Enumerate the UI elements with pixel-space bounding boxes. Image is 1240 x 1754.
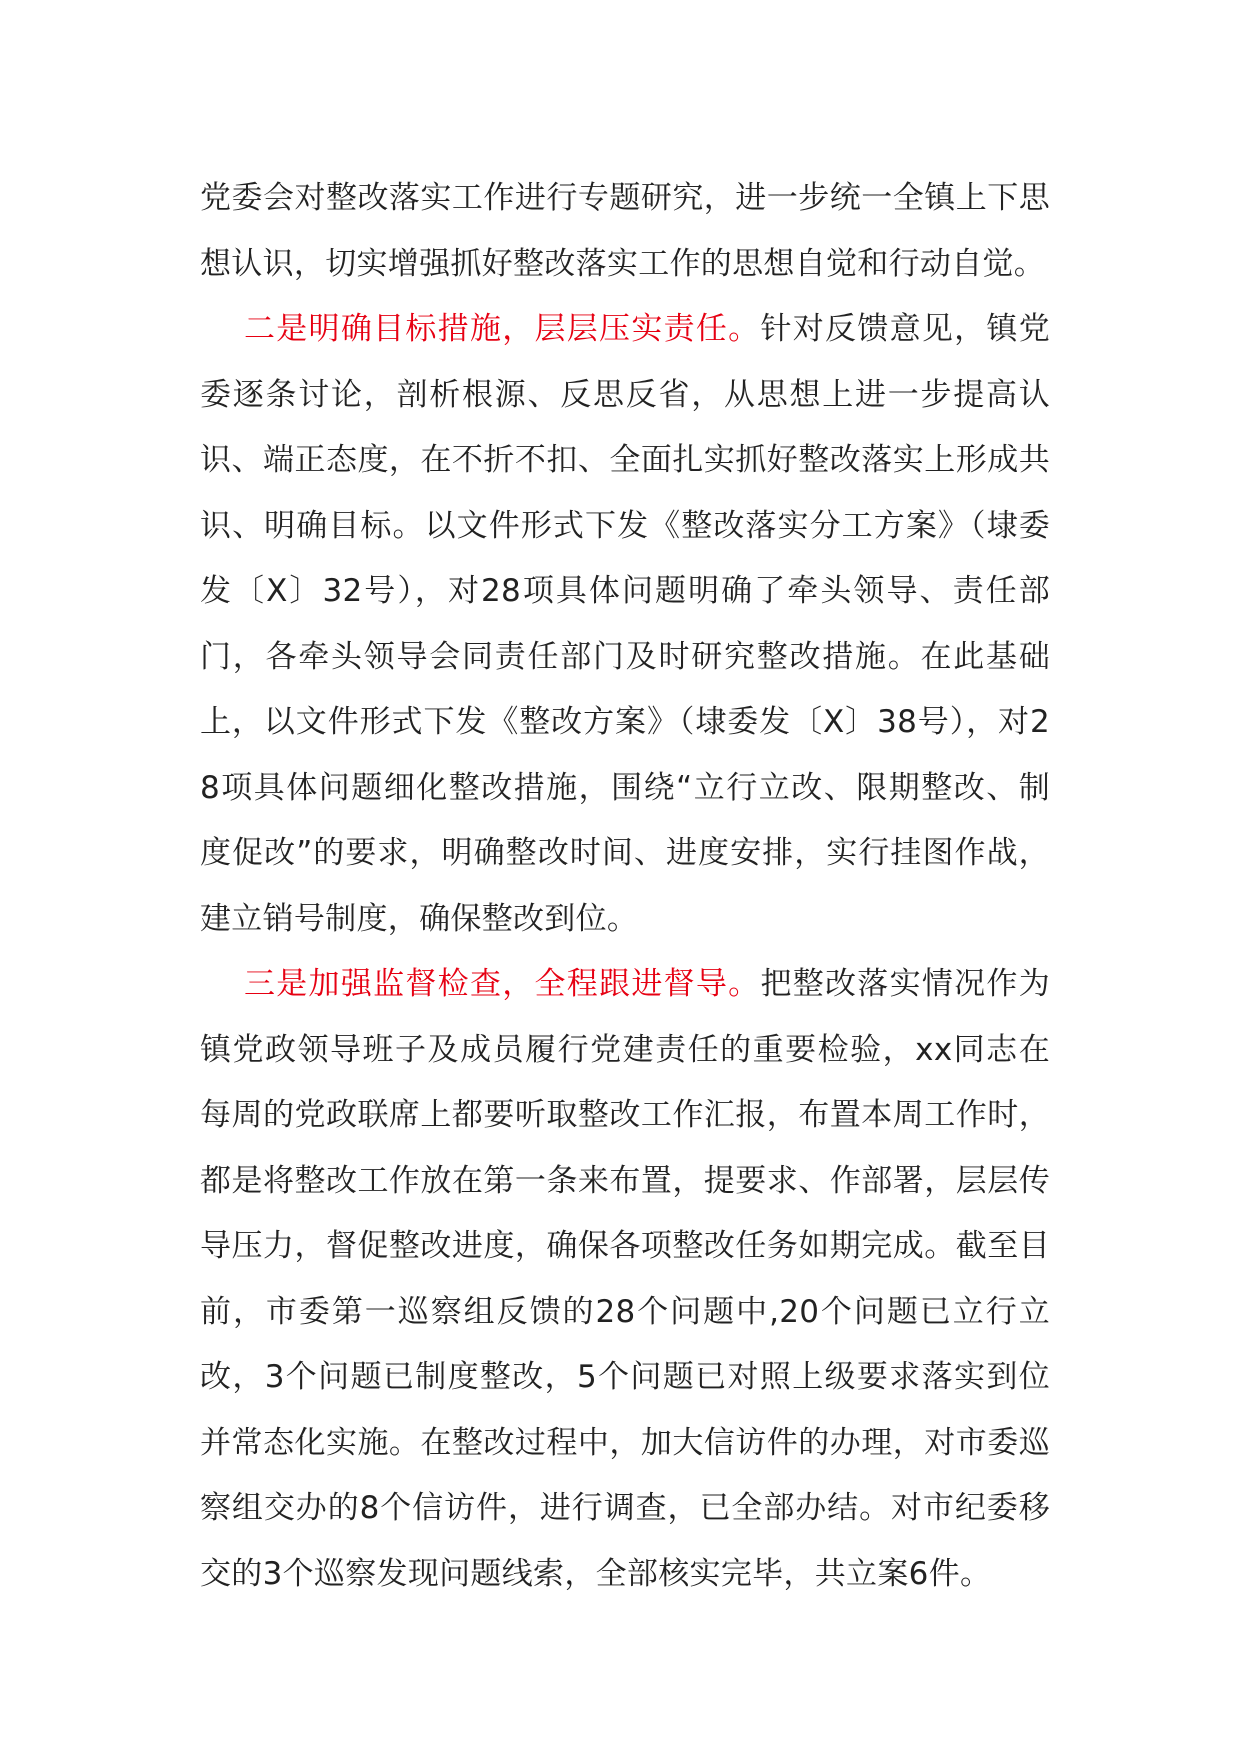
document-body bbox=[200, 166, 1050, 1607]
paragraph-2-lead: 二是明确目标措施，层层压实责任。 bbox=[244, 311, 761, 347]
paragraph-1 bbox=[200, 166, 1050, 297]
paragraph-3 bbox=[200, 952, 1050, 1607]
paragraph-3-lead: 三是加强监督检查，全程跟进督导。 bbox=[244, 966, 761, 1002]
paragraph-3-text: 把整改落实情况作为镇党政领导班子及成员履行党建责任的重要检验，xx同志在每周的党政联席上都要听取整改工作汇报，布置本周工作时，都是将整改工作放在第一条来布置，提要求、作部署，层层传导压力，督促整改进度，确保各项整改任务如期完成。截至目前，市委第一巡察组反馈的28个问题中,20个问题已立行立改，3个问题已制度整改，5个问题已对照上级要求落实到位并常态化实施。在整改过程中，加大信访件的办理，对市委巡察组交办的8个信访件，进行调查，已全部办结。对市纪委移交的3个巡察发现问题线索，全部核实完毕，共立案6件。 bbox=[200, 966, 1050, 1592]
paragraph-2-text: 针对反馈意见，镇党委逐条讨论，剖析根源、反思反省，从思想上进一步提高认识、端正态度，在不折不扣、全面扎实抓好整改落实上形成共识、明确目标。以文件形式下发《整改落实分工方案》（埭委发〔X〕32号），对28项具体问题明确了牵头领导、责任部门，各牵头领导会同责任部门及时研究整改措施。在此基础上，以文件形式下发《整改方案》（埭委发〔X〕38号），对28项具体问题细化整改措施，围绕“立行立改、限期整改、制度促改”的要求，明确整改时间、进度安排，实行挂图作战，建立销号制度，确保整改到位。 bbox=[200, 311, 1050, 937]
paragraph-2 bbox=[200, 297, 1050, 952]
paragraph-1-text: 党委会对整改落实工作进行专题研究，进一步统一全镇上下思想认识，切实增强抓好整改落实工作的思想自觉和行动自觉。 bbox=[200, 180, 1050, 282]
